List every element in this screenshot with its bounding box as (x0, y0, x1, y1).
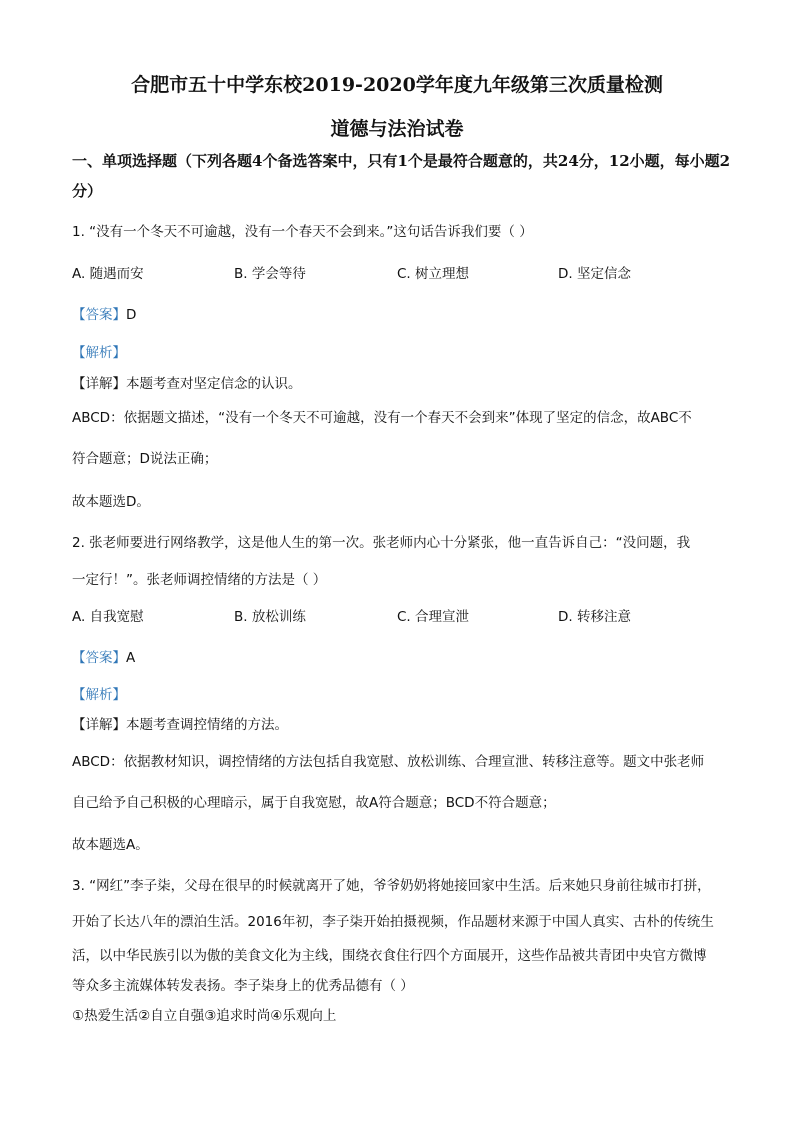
q2-detail-tag: 【详解】 (72, 717, 126, 733)
section-heading: 一、单项选择题（下列各题4个备选答案中，只有1个是最符合题意的，共24分，12小题，每小题2分） (72, 152, 731, 200)
q2-conclusion: 故本题选A。 (72, 837, 149, 853)
q2-option-b: B. 放松训练 (234, 609, 306, 625)
q2-explain-line-1: ABCD：依据教材知识，调控情绪的方法包括自我宽慰、放松训练、合理宣泄、转移注意等。题文中张老师 (72, 754, 705, 770)
q2-explain-line-2: 自己给予自己积极的心理暗示，属于自我宽慰，故A符合题意；BCD不符合题意； (72, 795, 556, 811)
q1-option-a: A. 随遇而安 (72, 266, 144, 282)
q2-answer-value: A (126, 650, 136, 666)
q2-option-c: C. 合理宣泄 (397, 609, 470, 625)
exam-title: 合肥市五十中学东校2019-2020学年度九年级第三次质量检测 (131, 74, 663, 96)
q2-analysis-label: 【解析】 (72, 687, 126, 703)
q2-analysis-tag (72, 683, 126, 703)
q1-answer-value: D (126, 307, 137, 323)
q2-answer-tag: 【答案】 (72, 650, 126, 666)
q1-option-d: D. 坚定信念 (558, 266, 631, 282)
q3-line-1: 3. “网红”李子柒，父母在很早的时候就离开了她，爷爷奶奶将她接回家中生活。后来她只身前往城市打拼， (72, 878, 711, 894)
q1-answer (72, 303, 136, 323)
q2-stem-line-1: 2. 张老师要进行网络教学，这是他人生的第一次。张老师内心十分紧张，他一直告诉自己：“没问题，我 (72, 535, 691, 551)
q3-line-5: ①热爱生活②自立自强③追求时尚④乐观向上 (72, 1008, 337, 1024)
q2-detail-text: 本题考查调控情绪的方法。 (126, 717, 288, 733)
q1-analysis-tag (72, 341, 126, 361)
q1-option-c: C. 树立理想 (397, 266, 470, 282)
q1-answer-tag: 【答案】 (72, 307, 126, 323)
q1-detail-text: 本题考查对坚定信念的认识。 (126, 376, 302, 392)
q2-option-d: D. 转移注意 (558, 609, 631, 625)
q3-line-3: 活，以中华民族引以为傲的美食文化为主线，围绕衣食住行四个方面展开，这些作品被共青团中央官方微博 (72, 948, 707, 964)
q3-line-4: 等众多主流媒体转发表扬。李子柒身上的优秀品德有（ ） (72, 978, 414, 994)
q1-stem: 1. “没有一个冬天不可逾越，没有一个春天不会到来。”这句话告诉我们要（ ） (72, 224, 533, 240)
q2-answer (72, 646, 135, 666)
q1-detail (72, 372, 302, 392)
q2-stem-line-2: 一定行！”。张老师调控情绪的方法是（ ） (72, 572, 327, 588)
q2-option-a: A. 自我宽慰 (72, 609, 144, 625)
q1-explain-line-2: 符合题意；D说法正确； (72, 451, 218, 467)
q1-analysis-label: 【解析】 (72, 345, 126, 361)
q1-conclusion: 故本题选D。 (72, 494, 150, 510)
q1-detail-tag: 【详解】 (72, 376, 126, 392)
q1-option-b: B. 学会等待 (234, 266, 306, 282)
exam-subtitle: 道德与法治试卷 (330, 118, 464, 140)
q3-line-2: 开始了长达八年的漂泊生活。2016年初，李子柒开始拍摄视频，作品题材来源于中国人真实、古朴的传统生 (72, 914, 714, 930)
q2-detail (72, 713, 288, 733)
q1-explain-line-1: ABCD：依据题文描述，“没有一个冬天不可逾越，没有一个春天不会到来”体现了坚定的信念，故ABC不 (72, 410, 692, 426)
